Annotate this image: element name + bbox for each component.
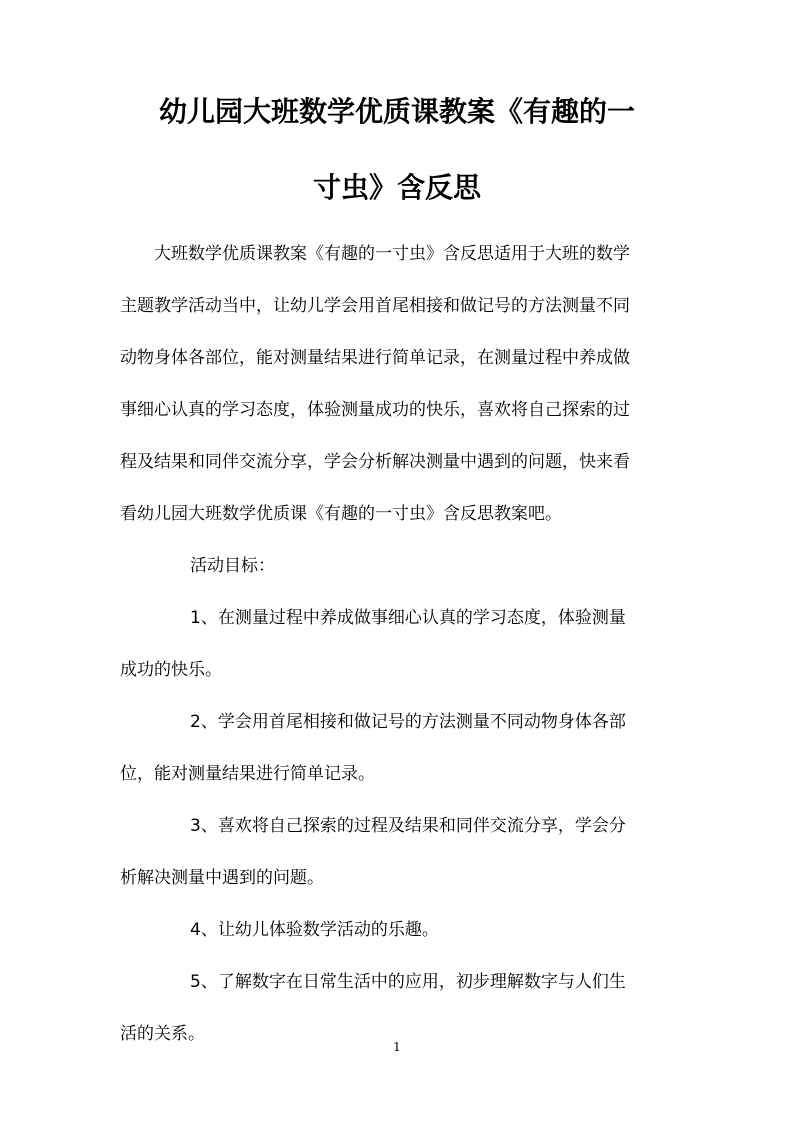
document-title-line-2: 寸虫》含反思 bbox=[312, 171, 481, 204]
intro-line-6: 看幼儿园大班数学优质课《有趣的一寸虫》含反思教案吧。 bbox=[120, 504, 562, 524]
goal-3-line-2: 析解决测量中遇到的问题。 bbox=[120, 868, 324, 888]
intro-line-1: 大班数学优质课教案《有趣的一寸虫》含反思适用于大班的数学 bbox=[154, 244, 630, 264]
goal-1-line-2: 成功的快乐。 bbox=[120, 660, 222, 680]
goal-4-line-1: 4、让幼儿体验数学活动的乐趣。 bbox=[190, 920, 439, 940]
intro-line-2: 主题教学活动当中，让幼儿学会用首尾相接和做记号的方法测量不同 bbox=[120, 296, 630, 316]
goal-3-line-1: 3、喜欢将自己探索的过程及结果和同伴交流分享，学会分 bbox=[190, 816, 626, 836]
section-heading: 活动目标： bbox=[190, 556, 275, 576]
page-number: 1 bbox=[393, 1040, 401, 1054]
goal-1-line-1: 1、在测量过程中养成做事细心认真的学习态度，体验测量 bbox=[190, 608, 626, 628]
document-title-line-1: 幼儿园大班数学优质课教案《有趣的一 bbox=[158, 95, 635, 128]
goal-2-line-1: 2、学会用首尾相接和做记号的方法测量不同动物身体各部 bbox=[190, 712, 626, 732]
intro-line-3: 动物身体各部位，能对测量结果进行简单记录，在测量过程中养成做 bbox=[120, 348, 630, 368]
intro-line-4: 事细心认真的学习态度，体验测量成功的快乐，喜欢将自己探索的过 bbox=[120, 400, 630, 420]
goal-5-line-2: 活的关系。 bbox=[120, 1024, 205, 1044]
goal-5-line-1: 5、了解数字在日常生活中的应用，初步理解数字与人们生 bbox=[190, 972, 626, 992]
intro-line-5: 程及结果和同伴交流分享，学会分析解决测量中遇到的问题，快来看 bbox=[120, 452, 630, 472]
goal-2-line-2: 位，能对测量结果进行简单记录。 bbox=[120, 764, 375, 784]
